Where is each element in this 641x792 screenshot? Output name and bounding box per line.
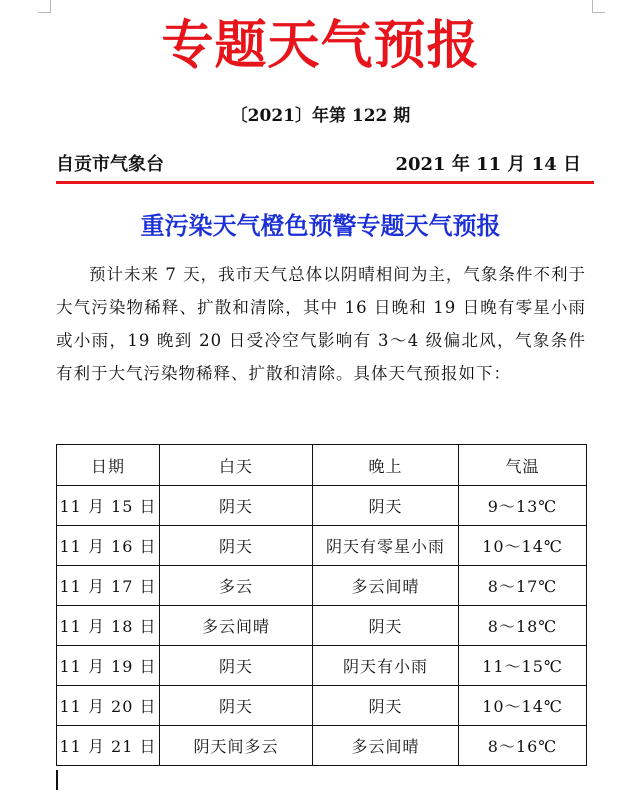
header-date: 日期 [57, 445, 160, 486]
table-row [57, 686, 587, 726]
cell-daytime: 阴天 [160, 646, 313, 686]
table-row [57, 486, 587, 526]
cell-daytime: 阴天 [160, 686, 313, 726]
cell-date: 11 月 17 日 [57, 566, 160, 606]
cell-temperature: 8～17℃ [459, 566, 587, 606]
cell-daytime: 多云间晴 [160, 606, 313, 646]
forecast-summary-paragraph[interactable]: 预计未来 7 天，我市天气总体以阴晴相间为主，气象条件不利于大气污染物稀释、扩散和清除，其中 16 日晚和 19 日晚有零星小雨或小雨，19 晚到 20 日受冷空气影响有 3～4 级偏北风，气象条件有利于大气污染物稀释、扩散和清除。具体天气预报如下： [56, 265, 586, 383]
text-cursor [56, 770, 58, 790]
table-row [57, 566, 587, 606]
cell-date: 11 月 16 日 [57, 526, 160, 566]
table-row [57, 526, 587, 566]
forecast-table [56, 444, 587, 766]
header-divider [56, 181, 594, 184]
issue-date: 2021 年 11 月 14 日 [395, 154, 581, 175]
table-header-row [57, 445, 587, 486]
cell-daytime: 多云 [160, 566, 313, 606]
masthead-title: 专题天气预报 [161, 15, 480, 76]
cell-night: 阴天 [313, 606, 459, 646]
table-row [57, 726, 587, 766]
table-row [57, 646, 587, 686]
cell-daytime: 阴天 [160, 486, 313, 526]
issuing-agency: 自贡市气象台 [56, 154, 164, 175]
cell-temperature: 9～13℃ [459, 486, 587, 526]
cell-night: 多云间晴 [313, 726, 459, 766]
cell-temperature: 10～14℃ [459, 526, 587, 566]
cell-date: 11 月 15 日 [57, 486, 160, 526]
cell-date: 11 月 19 日 [57, 646, 160, 686]
cell-night: 阴天 [313, 486, 459, 526]
issue-number: 〔2021〕年第 122 期 [230, 106, 411, 126]
cell-temperature: 11～15℃ [459, 646, 587, 686]
cell-date: 11 月 21 日 [57, 726, 160, 766]
header-temperature: 气温 [459, 445, 587, 486]
header-daytime: 白天 [160, 445, 313, 486]
cell-date: 11 月 18 日 [57, 606, 160, 646]
cell-temperature: 10～14℃ [459, 686, 587, 726]
cell-daytime: 阴天间多云 [160, 726, 313, 766]
cell-night: 阴天有小雨 [313, 646, 459, 686]
cell-night: 多云间晴 [313, 566, 459, 606]
cell-temperature: 8～16℃ [459, 726, 587, 766]
cell-night: 阴天 [313, 686, 459, 726]
cell-daytime: 阴天 [160, 526, 313, 566]
cell-date: 11 月 20 日 [57, 686, 160, 726]
cell-temperature: 8～18℃ [459, 606, 587, 646]
document-headline: 重污染天气橙色预警专题天气预报 [140, 212, 501, 240]
header-night: 晚上 [313, 445, 459, 486]
table-row [57, 606, 587, 646]
cell-night: 阴天有零星小雨 [313, 526, 459, 566]
